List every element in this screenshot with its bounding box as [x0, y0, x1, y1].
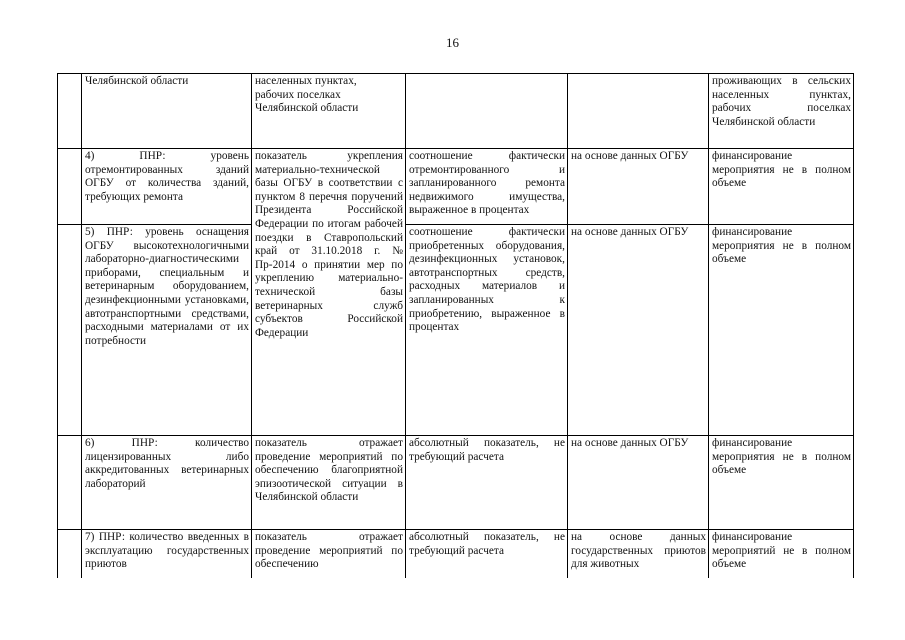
financing-text: проживающих в сельских населенных пунктах, рабочих поселках Челябинской области	[712, 75, 851, 128]
financing-cell	[709, 530, 854, 578]
indicator-cell	[82, 74, 252, 149]
indicator-text: 6) ПНР: количество лицензированных либо аккредитованных ветеринарных лабораторий	[85, 437, 249, 490]
table-row	[58, 149, 854, 225]
financing-cell	[709, 74, 854, 149]
financing-cell	[709, 436, 854, 530]
table-row	[58, 530, 854, 578]
source-cell	[568, 74, 709, 149]
description-text: показатель отражает проведение мероприятий по обеспечению благоприятной эпизоотической ситуации в Челябинской области	[255, 437, 403, 504]
financing-text: финансирование мероприятия не в полном объеме	[712, 150, 851, 190]
indicator-cell	[82, 225, 252, 436]
table-row	[58, 74, 854, 149]
method-cell	[406, 149, 568, 225]
financing-text: финансирование мероприятия не в полном объеме	[712, 226, 851, 266]
description-cell	[252, 530, 406, 578]
table-row	[58, 225, 854, 436]
method-text: соотношение фактически отремонтированного и запланированного ремонта недвижимого имущества, выраженное в процентах	[409, 150, 565, 217]
description-cell	[252, 149, 406, 436]
method-cell	[406, 225, 568, 436]
row-number-cell	[58, 74, 82, 149]
indicator-text: Челябинской области	[85, 75, 189, 87]
method-text: соотношение фактически приобретенных оборудования, дезинфекционных установок, автотранспортных средств, расходных материалов и запланированных к приобретению, выраженное в процентах	[409, 226, 565, 334]
method-cell	[406, 436, 568, 530]
source-cell	[568, 530, 709, 578]
source-text: на основе данных ОГБУ	[571, 226, 689, 238]
description-cell	[252, 436, 406, 530]
source-text: на основе данных государственных приютов для животных	[571, 531, 706, 571]
indicator-cell	[82, 149, 252, 225]
method-cell	[406, 530, 568, 578]
row-number-cell	[58, 530, 82, 578]
method-text: абсолютный показатель, не требующий расчета	[409, 437, 565, 463]
table-row	[58, 436, 854, 530]
financing-cell	[709, 149, 854, 225]
financing-text: финансирование мероприятий не в полном объеме	[712, 531, 851, 571]
source-cell	[568, 225, 709, 436]
indicator-cell	[82, 436, 252, 530]
source-text: на основе данных ОГБУ	[571, 150, 689, 162]
page-number: 16	[446, 35, 459, 50]
indicator-text: 7) ПНР: количество введенных в эксплуатацию государственных приютов	[85, 531, 249, 571]
description-cell	[252, 74, 406, 149]
source-cell	[568, 436, 709, 530]
indicator-text: 5) ПНР: уровень оснащения ОГБУ высокотехнологичными лабораторно-диагностическими приборами, специальным и ветеринарным оборудованием, дезинфекционными установками, автотранспортными средствами, расходными материалами от их потребности	[85, 226, 249, 347]
row-number-cell	[58, 436, 82, 530]
description-text: показатель укрепления материально-технической базы ОГБУ в соответствии с пунктом 8 перечня поручений Президента Российской Федерации по итогам рабочей поездки в Ставропольский край от 31.10.2018 г. № Пр-2014 о принятии мер по укреплению материально-технической базы ветеринарных служб субъектов Российской Федерации	[255, 150, 403, 339]
method-cell	[406, 74, 568, 149]
description-text: показатель отражает проведение мероприятий по обеспечению	[255, 531, 403, 571]
financing-cell	[709, 225, 854, 436]
method-text: абсолютный показатель, не требующий расчета	[409, 531, 565, 557]
description-text: населенных пунктах, рабочих поселках Челябинской области	[255, 75, 359, 115]
source-text: на основе данных ОГБУ	[571, 437, 689, 449]
row-number-cell	[58, 149, 82, 225]
source-cell	[568, 149, 709, 225]
indicator-text: 4) ПНР: уровень отремонтированных зданий ОГБУ от количества зданий, требующих ремонта	[85, 150, 249, 203]
indicators-table	[57, 73, 854, 578]
financing-text: финансирование мероприятия не в полном объеме	[712, 437, 851, 477]
indicator-cell	[82, 530, 252, 578]
row-number-cell	[58, 225, 82, 436]
